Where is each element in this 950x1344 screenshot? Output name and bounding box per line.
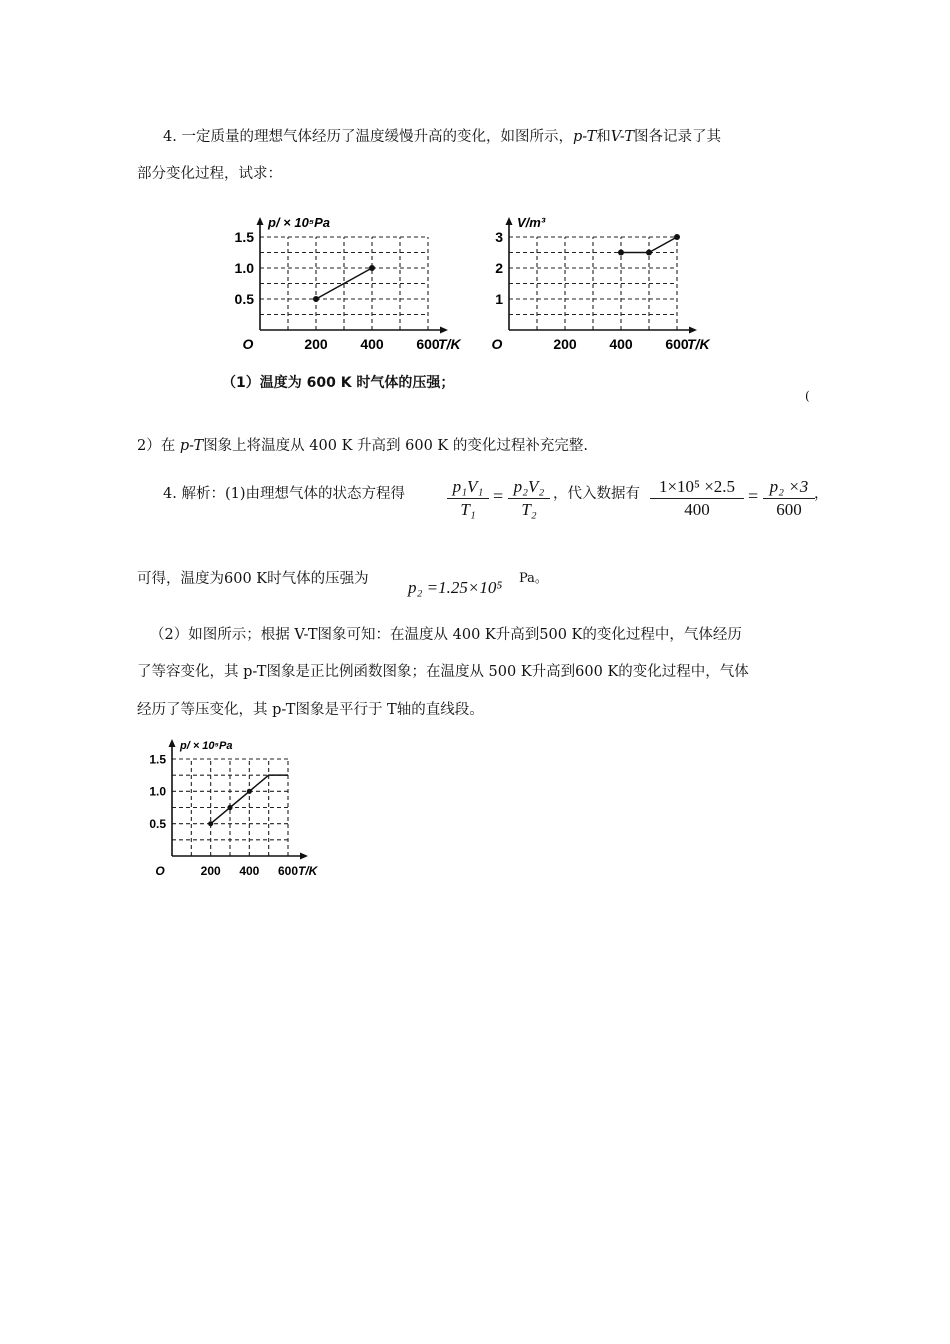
x-tick-label: 600 — [665, 336, 689, 352]
part-2-text-a: 2）在 — [137, 438, 176, 454]
and-word: 和 — [596, 129, 611, 145]
origin-label: O — [491, 336, 503, 352]
solution-intro — [163, 484, 405, 504]
y-axis-label: V/m³ — [517, 215, 546, 230]
y-tick-label: 1.0 — [149, 784, 166, 799]
explanation-line-1: （2）如图所示；根据 V-T图象可知：在温度从 400 K升高到500 K的变化过程中，气体经历 — [150, 627, 742, 643]
frac2-denominator: T₂ — [521, 500, 537, 519]
vt-label: V-T — [610, 129, 634, 145]
question-text-a: 一定质量的理想气体经历了温度缓慢升高的变化，如图所示， — [181, 129, 573, 145]
x-axis-arrow — [300, 853, 308, 860]
y-tick-label: 1 — [495, 291, 503, 308]
paren-mark: ( — [805, 389, 810, 403]
data-point — [227, 805, 232, 810]
origin-label: O — [242, 336, 254, 352]
equals-sign-2: = — [748, 486, 759, 506]
result-line — [137, 569, 369, 589]
x-tick-label: 200 — [304, 336, 328, 352]
data-point — [247, 789, 252, 794]
frac3-denominator: 400 — [684, 500, 710, 519]
x-axis-label: T/K — [438, 336, 461, 352]
y-tick-label: 0.5 — [235, 291, 254, 308]
fraction-data-left — [650, 476, 744, 521]
result-unit: Pa。 — [519, 571, 548, 586]
y-axis-label: p/ × 10⁵Pa — [180, 740, 233, 752]
vt-graph-plot — [492, 215, 711, 352]
frac4-denominator: 600 — [776, 500, 802, 519]
fraction-p1v1-t1 — [447, 476, 489, 521]
explanation-line-2: 了等容变化，其 p-T图象是正比例函数图象；在温度从 500 K升高到600 K的变化过程中，气体 — [137, 664, 749, 680]
explanation-line-3: 经历了等压变化，其 p-T图象是平行于 T轴的直线段。 — [137, 702, 484, 718]
frac4-numerator: p₂ ×3 — [763, 476, 815, 499]
question-text-b: 图各记录了其 — [634, 129, 721, 145]
x-tick-label: 400 — [239, 864, 260, 878]
substitute-text: ，代入数据有 — [553, 486, 640, 502]
vt-graph — [482, 200, 732, 360]
solution-number: 4. — [163, 486, 177, 502]
data-point — [618, 250, 624, 256]
x-tick-label: 400 — [609, 336, 633, 352]
pt-graph-completed-plot — [149, 739, 318, 878]
x-axis-label: T/K — [687, 336, 710, 352]
y-tick-label: 1.5 — [235, 229, 254, 246]
frac1-numerator: p₁V₁ — [447, 476, 489, 499]
pt-label: p-T — [572, 129, 597, 145]
solution-intro-text: 解析：(1)由理想气体的状态方程得 — [181, 486, 405, 502]
y-axis-arrow — [257, 217, 264, 225]
part-2-pt: p-T — [179, 438, 204, 454]
part-1-caption: （1）温度为 600 K 时气体的压强； — [222, 375, 455, 391]
result-formula — [408, 578, 502, 598]
x-axis-arrow — [689, 327, 697, 334]
y-axis-arrow — [169, 739, 176, 747]
x-axis-label: T/K — [298, 864, 318, 878]
data-point — [313, 296, 319, 302]
origin-label: O — [155, 864, 165, 878]
x-tick-label: 600 — [277, 864, 299, 878]
trailing-comma: ， — [814, 486, 829, 502]
fraction-data-right — [763, 476, 815, 521]
y-tick-label: 2 — [495, 260, 503, 277]
frac3-numerator: 1×10⁵ ×2.5 — [650, 476, 744, 499]
pt-graph-1 — [235, 200, 465, 360]
data-point — [646, 250, 652, 256]
x-tick-label: 200 — [200, 864, 221, 878]
part-2-text-b: 图象上将温度从 400 K 升高到 600 K 的变化过程补充完整. — [203, 438, 588, 454]
data-point — [369, 265, 375, 271]
x-tick-label: 200 — [553, 336, 577, 352]
x-axis-arrow — [440, 327, 448, 334]
pt-graph-1-plot — [235, 215, 461, 352]
question-number: 4. — [163, 129, 177, 145]
frac2-numerator: p₂V₂ — [508, 476, 550, 499]
part-2-line — [137, 436, 588, 456]
y-tick-label: 1.0 — [235, 260, 254, 277]
y-axis-arrow — [506, 217, 513, 225]
x-tick-label: 400 — [360, 336, 384, 352]
equals-sign-1: = — [493, 486, 504, 506]
result-text: 可得，温度为600 K时气体的压强为 — [137, 571, 369, 587]
data-point — [674, 234, 680, 240]
fraction-p2v2-t2 — [508, 476, 550, 521]
y-tick-label: 0.5 — [149, 816, 166, 831]
pt-graph-completed — [140, 730, 340, 880]
question-line-2: 部分变化过程，试求： — [137, 166, 282, 182]
y-tick-label: 3 — [495, 229, 503, 246]
x-tick-label: 600 — [416, 336, 440, 352]
y-tick-label: 1.5 — [149, 752, 166, 767]
question-line-1 — [163, 127, 721, 147]
frac1-denominator: T₁ — [460, 500, 476, 519]
result-formula-value: p₂ =1.25×10⁵ — [408, 578, 503, 597]
y-axis-label: p/ × 10⁵Pa — [268, 215, 331, 230]
data-point — [208, 821, 213, 826]
